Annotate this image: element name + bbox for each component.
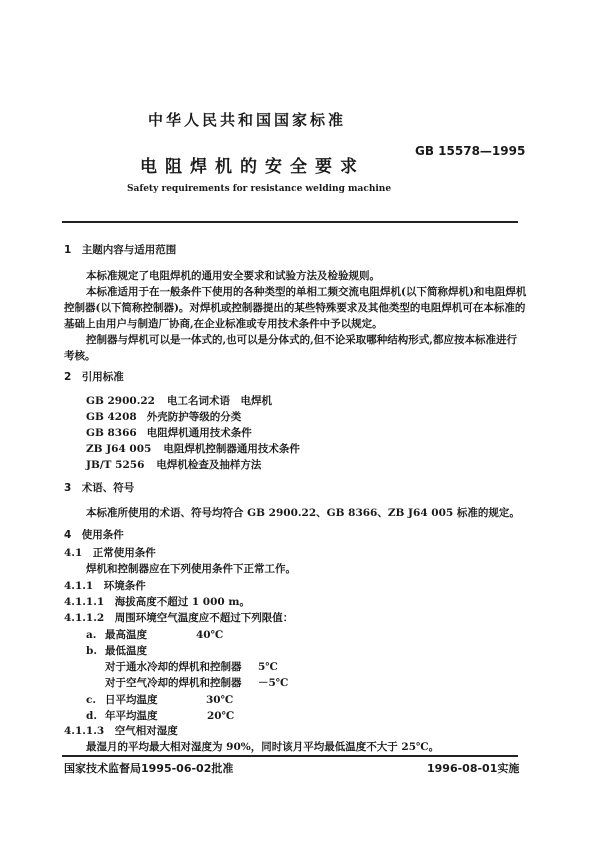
clause: 4.1.1.3 空气相对湿度 — [64, 725, 178, 737]
reference-code: GB 4208 — [86, 411, 137, 423]
subsection-heading: 4.1.1 环境条件 — [64, 580, 146, 592]
list-text: 最低温度 — [105, 645, 147, 657]
list-label: a. — [86, 629, 97, 641]
list-label: c. — [86, 694, 97, 706]
list-text: 最高温度 — [105, 629, 147, 641]
section-3-heading: 3 术语、符号 — [64, 482, 135, 494]
paragraph: 控制器(以下简称控制器)。对焊机或控制器提出的某些特殊要求及其他类型的电阻焊机可在本标准的 — [64, 302, 526, 314]
list-text: 对于空气冷却的焊机和控制器 — [105, 677, 242, 689]
paragraph: 最湿月的平均最大相对湿度为 90%，同时该月平均最低温度不大于 25℃。 — [86, 741, 440, 753]
effective-date: 1996-08-01实施 — [427, 762, 520, 775]
list-value: 40℃ — [196, 629, 224, 641]
header-divider — [62, 221, 518, 223]
paragraph: 本标准所使用的术语、符号均符合 GB 2900.22、GB 8366、ZB J64 005 标准的规定。 — [86, 507, 520, 519]
reference-item — [86, 459, 261, 472]
list-label: b. — [86, 645, 97, 657]
document-title: 电阻焊机的安全要求 — [140, 157, 365, 177]
section-4-heading: 4 使用条件 — [64, 529, 124, 541]
reference-title: 电阻焊机控制器通用技术条件 — [163, 443, 300, 455]
reference-title: 电阻焊机通用技术条件 — [146, 427, 252, 439]
paragraph: 焊机和控制器应在下列使用条件下正常工作。 — [86, 563, 296, 575]
list-value: 20℃ — [207, 710, 235, 722]
clause: 4.1.1.2 周围环境空气温度应不超过下列限值： — [64, 612, 294, 624]
standard-code: GB 15578—1995 — [415, 144, 526, 158]
reference-item — [86, 427, 252, 440]
reference-item — [86, 411, 241, 424]
reference-title: 外壳防护等级的分类 — [146, 411, 242, 423]
paragraph: 控制器与焊机可以是一体式的,也可以是分体式的,但不论采取哪种结构形式,都应按本标准进行 — [86, 334, 517, 346]
issuing-authority: 中华人民共和国国家标准 — [148, 111, 347, 129]
clause: 4.1.1.1 海拔高度不超过 1 000 m。 — [64, 596, 250, 608]
reference-item — [86, 395, 272, 408]
list-value: －5℃ — [258, 677, 289, 689]
reference-title: 电焊机检查及抽样方法 — [156, 459, 262, 471]
list-value: 5℃ — [258, 661, 278, 673]
reference-code: ZB J64 005 — [86, 443, 152, 455]
reference-item — [86, 443, 300, 456]
list-value: 30℃ — [206, 694, 234, 706]
approval-date: 国家技术监督局1995-06-02批准 — [64, 762, 234, 775]
paragraph: 基础上由用户与制造厂协商,在企业标准或专用技术条件中予以规定。 — [64, 318, 383, 330]
list-text: 对于通水冷却的焊机和控制器 — [105, 661, 242, 673]
list-text: 日平均温度 — [105, 694, 158, 706]
reference-code: GB 2900.22 — [86, 395, 155, 407]
english-title: Safety requirements for resistance welding machine — [127, 184, 392, 194]
section-2-heading: 2 引用标准 — [64, 371, 124, 383]
reference-code: JB/T 5256 — [86, 459, 145, 471]
list-text: 年平均温度 — [105, 710, 158, 722]
paragraph: 本标准规定了电阻焊机的通用安全要求和试验方法及检验规则。 — [86, 270, 380, 282]
subsection-heading: 4.1 正常使用条件 — [64, 547, 156, 559]
paragraph: 考核。 — [64, 350, 96, 362]
reference-title: 电工名词术语 电焊机 — [167, 395, 272, 407]
paragraph: 本标准适用于在一般条件下使用的各种类型的单相工频交流电阻焊机(以下简称焊机)和电阻焊机 — [86, 286, 527, 298]
reference-code: GB 8366 — [86, 427, 137, 439]
footer-divider — [62, 755, 518, 757]
section-1-heading: 1 主题内容与适用范围 — [64, 244, 177, 256]
list-label: d. — [86, 710, 97, 722]
